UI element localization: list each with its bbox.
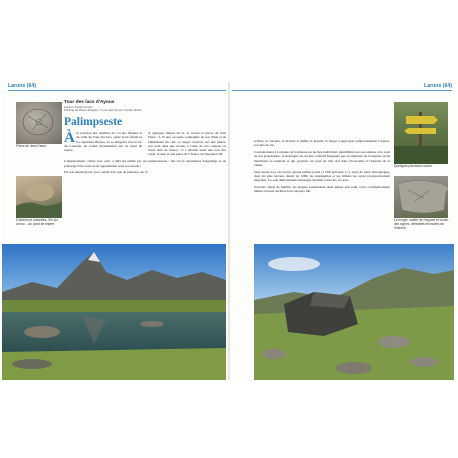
- caption-sign: Quelques panneaux suivre.: [394, 164, 433, 168]
- trail-sign-photo: [394, 102, 448, 164]
- right-paragraph-3: Sans doute n'a-t-on trouvé qu'une infime partie (1 000 gravures à ce jour) de leurs témoignages, dont les plus anciens datent de 1380, les intempéries et les lichens les ayant progressivement dégradés. Ce sont démonstrants messages destinés à être lus, un jour.: [254, 169, 390, 183]
- article-column-1: [64, 131, 142, 159]
- right-paragraph-2: Contrairement à la plaine où la maison est un lieu individuel, identifiable par son adresse et le nom de son propriétaire, la montagne est un lieu collectif fréquenté par ces meneurs de troupeaux qu'ils membrent si rarement et qui pourtant ont joué un rôle clef dans l'économie et l'histoire de la vallée.: [254, 150, 390, 167]
- article-title: Palimpseste: [64, 116, 123, 129]
- right-paragraph-1: schiste, le calcaire, le marbre et même le granite, le berger s'approprie temporairement l'espace, son lieu de vie.: [254, 139, 390, 148]
- caption-stone-1: Pierre de Jean Faure.: [16, 144, 47, 148]
- article-location: Laruns, 64440 Laruns: [64, 104, 93, 109]
- caption-rock: Le berger, maître de l'espace et cumin : des signes, véritables énoncées de l'histoire.: [394, 218, 450, 230]
- right-header-rule: [232, 90, 452, 91]
- engraved-stone-photo: [16, 102, 62, 144]
- left-running-head: Laruns (64): [8, 83, 36, 89]
- right-running-head: Laruns (64): [424, 83, 452, 89]
- article-column-2: [148, 131, 226, 159]
- boulder-meadow-photo: [254, 244, 454, 380]
- rock-engraving-photo: [394, 176, 448, 218]
- left-header-rule: [8, 90, 226, 91]
- right-text-column: [254, 139, 390, 196]
- article: [64, 100, 226, 177]
- mountain-lake-photo: [2, 244, 226, 380]
- rock-detail-photo: [16, 176, 62, 218]
- paragraph-3: L'emplacement, choisi avec soin, a déjà été utilisé par ses prédécesseurs : des traces antérieures d'aiguisage et de polissage d'un outil en fer apparaissent sous son dessin !: [64, 159, 226, 168]
- caption-stone-2: D'abeurs et d'abeilles, l'île (ici, un roc... au point de repère.: [16, 218, 59, 226]
- right-paragraph-4: Souvent cadets de famille, les bergers souhaitaient ainsi laisser leur nom, tracé à l'emplacement même où leurs ancêtres font toujours fait.: [254, 185, 390, 194]
- left-page: [2, 82, 228, 380]
- paragraph-4: Par son dessin gravé, avec autant d'art que de patience, sur le: [64, 170, 148, 175]
- paragraph-1: À la jonction des chemins du col des Moines et de celui du Tour des lacs, après avoir atteint le lac supérieur Bersau, en se dirigeant vers le lac du Castérau, un rocher monumental sert de point de repère.: [64, 129, 142, 153]
- article-kicker: Tour des lacs d'Ayous: [64, 100, 115, 105]
- right-page: [230, 82, 456, 380]
- drop-cap: À: [64, 129, 75, 146]
- paragraph-2: À quelques mètres de là, se trouve la pierre de Jean Faure : à 15 ans, en seule compagnie de son chien et de l'immensité du ciel, ce berger s'inscrit, sur une pierre, son nom dans une trouée, à l'aide de son couteau ou d'une dent de ciseau ; il a dessiné aussi une tour des vents, la date et une pièce de 5 francs de Napoléon III.: [148, 131, 226, 157]
- article-access: Parking du Bious-Artigues, 5 h de marche par chemin balisé: [64, 108, 142, 113]
